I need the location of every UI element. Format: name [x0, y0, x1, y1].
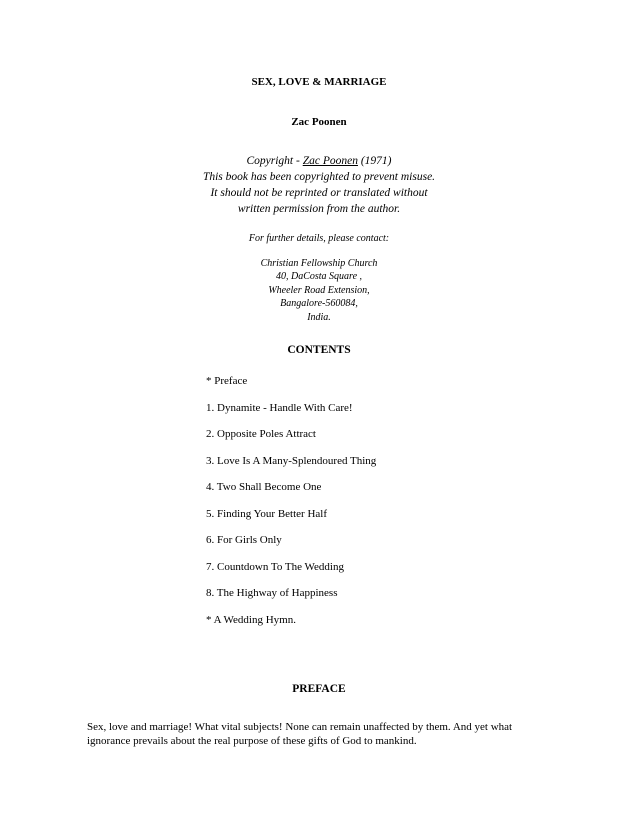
toc-item: 2. Opposite Poles Attract: [206, 428, 316, 440]
preface-heading: PREFACE: [292, 683, 346, 695]
address-line: India.: [307, 311, 331, 323]
toc-item: 6. For Girls Only: [206, 534, 282, 546]
address-block: [0, 257, 638, 324]
address-line: Bangalore-560084,: [280, 298, 358, 310]
toc-item: 8. The Highway of Happiness: [206, 587, 338, 599]
copyright-line-2: This book has been copyrighted to prevent misuse.: [202, 171, 436, 183]
copyright-prefix: Copyright -: [246, 155, 303, 167]
toc-item: 7. Countdown To The Wedding: [206, 560, 344, 573]
copyright-line-4: written permission from the author.: [237, 203, 401, 215]
address-line: Christian Fellowship Church: [260, 258, 378, 269]
toc-item: 1. Dynamite - Handle With Care!: [206, 401, 353, 414]
toc-item: 4. Two Shall Become One: [206, 481, 322, 493]
address-line: 40, DaCosta Square ,: [275, 271, 363, 283]
copyright-line-3: It should not be reprinted or translated without: [210, 187, 428, 199]
toc-item: * Preface: [206, 375, 248, 387]
toc-item: 3. Love Is A Many-Splendoured Thing: [206, 454, 377, 467]
toc-item: 5. Finding Your Better Half: [206, 507, 327, 520]
author-name: Zac Poonen: [291, 116, 347, 128]
author-link[interactable]: Zac Poonen: [302, 155, 358, 167]
preface-line: Sex, love and marriage! What vital subjects! None can remain unaffected by them. And yet what: [87, 721, 513, 733]
preface-paragraph: [87, 720, 557, 748]
toc-item: * A Wedding Hymn.: [206, 613, 296, 626]
contact-label: For further details, please contact:: [248, 233, 390, 244]
address-line: Wheeler Road Extension,: [268, 284, 370, 296]
copyright-notice: [0, 153, 638, 217]
contents-heading: CONTENTS: [287, 344, 351, 356]
preface-line: ignorance prevails about the real purpose of these gifts of God to mankind.: [87, 735, 417, 747]
table-of-contents: [206, 374, 376, 639]
copyright-year: (1971): [357, 155, 392, 167]
copyright-line-1: [0, 153, 638, 169]
document-title: SEX, LOVE & MARRIAGE: [251, 76, 387, 88]
